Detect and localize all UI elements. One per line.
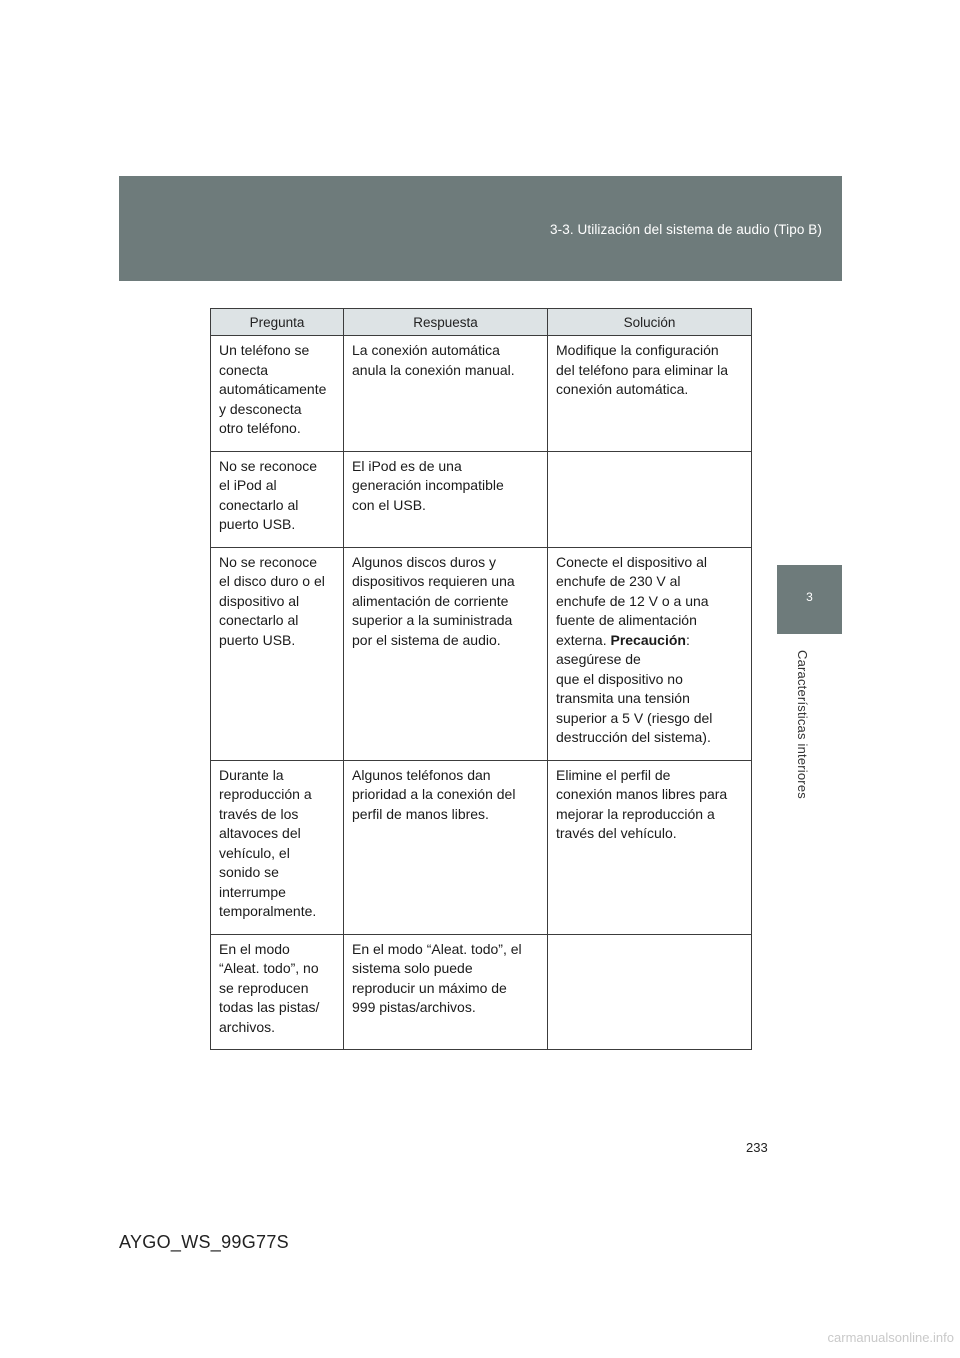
watermark: carmanualsonline.info xyxy=(827,1330,954,1345)
cell-text: No se reconoce el disco duro o el dispositivo al conectarlo al puerto USB. xyxy=(219,553,325,648)
cell-text: La conexión automática anula la conexión manual. xyxy=(352,342,515,378)
chapter-number: 3 xyxy=(806,590,813,604)
table-row xyxy=(211,451,752,547)
chapter-tab xyxy=(777,565,842,634)
cell-text: Conecte el dispositivo al enchufe de 230 V al enchufe de 12 V o a una fuente de alimentación externa. xyxy=(556,553,709,648)
cell-pregunta xyxy=(211,760,344,934)
cell-respuesta xyxy=(344,336,548,452)
cell-respuesta xyxy=(344,451,548,547)
chapter-label: Características interiores xyxy=(795,650,810,799)
column-header-solucion: Solución xyxy=(548,309,752,336)
cell-text: En el modo “Aleat. todo”, el sistema solo puede reproducir un máximo de 999 pistas/archivos. xyxy=(352,940,522,1015)
caution-text: : asegúrese de que el dispositivo no transmita una tensión superior a 5 V (riesgo del destrucción del sistema). xyxy=(556,631,713,745)
cell-text: Durante la reproducción a través de los altavoces del vehículo, el sonido se interrumpe temporalmente. xyxy=(219,766,317,919)
section-title: 3-3. Utilización del sistema de audio (Tipo B) xyxy=(550,222,822,237)
cell-respuesta xyxy=(344,934,548,1050)
table-row xyxy=(211,760,752,934)
cell-solucion xyxy=(548,451,752,547)
cell-solucion xyxy=(548,760,752,934)
caution-label: Precaución xyxy=(610,631,686,648)
cell-text: Modifique la configuración del teléfono para eliminar la conexión automática. xyxy=(556,342,728,397)
cell-text: El iPod es de una generación incompatible con el USB. xyxy=(352,457,504,513)
page-number: 233 xyxy=(746,1140,768,1155)
cell-pregunta xyxy=(211,934,344,1050)
cell-solucion xyxy=(548,934,752,1050)
table-row xyxy=(211,547,752,760)
cell-solucion xyxy=(548,547,752,760)
column-header-respuesta: Respuesta xyxy=(344,309,548,336)
table-row xyxy=(211,336,752,452)
cell-pregunta xyxy=(211,451,344,547)
cell-text: Elimine el perfil de conexión manos libres para mejorar la reproducción a través del vehículo. xyxy=(556,766,728,841)
troubleshooting-table xyxy=(210,308,752,1050)
cell-solucion xyxy=(548,336,752,452)
header-band xyxy=(119,176,842,281)
cell-text: Algunos discos duros y dispositivos requieren una alimentación de corriente superior a la suministrada por el sistema de audio. xyxy=(352,553,515,648)
table-header-row xyxy=(211,309,752,336)
cell-pregunta xyxy=(211,336,344,452)
cell-text: Algunos teléfonos dan prioridad a la conexión del perfil de manos libres. xyxy=(352,766,516,822)
cell-text: En el modo “Aleat. todo”, no se reproducen todas las pistas/ archivos. xyxy=(219,940,320,1035)
cell-text: No se reconoce el iPod al conectarlo al puerto USB. xyxy=(219,457,318,532)
cell-respuesta xyxy=(344,760,548,934)
table-row xyxy=(211,934,752,1050)
cell-respuesta xyxy=(344,547,548,760)
cell-text: Un teléfono se conecta automáticamente y desconecta otro teléfono. xyxy=(219,342,327,436)
document-code: AYGO_WS_99G77S xyxy=(119,1232,289,1252)
column-header-pregunta: Pregunta xyxy=(211,309,344,336)
cell-pregunta xyxy=(211,547,344,760)
